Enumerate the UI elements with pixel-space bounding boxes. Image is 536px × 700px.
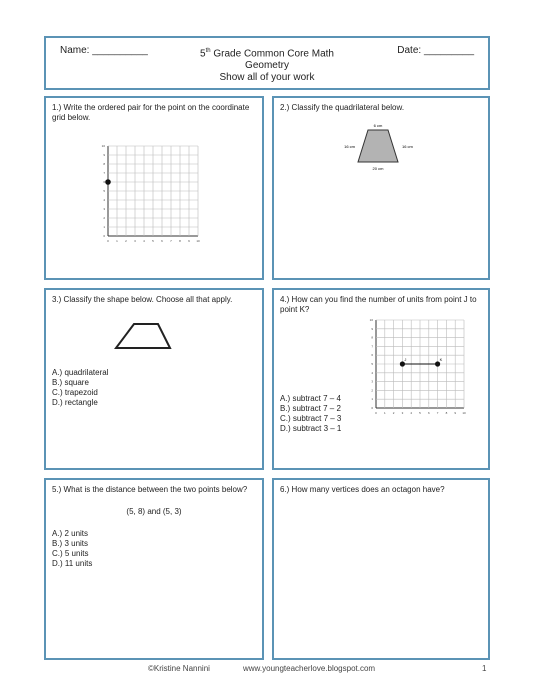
outlined-trapezoid <box>116 324 170 348</box>
q3-option-d: D.) rectangle <box>52 398 98 407</box>
q4-option-b: B.) subtract 7 – 2 <box>280 404 341 413</box>
q5-option-c: C.) 5 units <box>52 549 89 558</box>
grade-suffix: th <box>205 48 211 54</box>
question-1-box <box>44 96 264 280</box>
x-tick-label: 3 <box>401 411 404 415</box>
question-1-text: 1.) Write the ordered pair for the point on the coordinate grid below. <box>52 103 250 122</box>
q4-option-a: A.) subtract 7 – 4 <box>280 394 341 403</box>
question-2-text: 2.) Classify the quadrilateral below. <box>280 103 405 112</box>
y-tick-label: 5 <box>371 362 373 366</box>
y-tick-label: 4 <box>103 198 105 202</box>
x-tick-label: 8 <box>179 239 181 243</box>
x-tick-label: 6 <box>161 239 163 243</box>
question-2-box <box>272 96 490 280</box>
y-tick-label: 10 <box>101 144 105 148</box>
y-tick-label: 3 <box>103 207 105 211</box>
coordinate-grid-q4 <box>369 316 468 415</box>
gray-trapezoid <box>358 130 398 162</box>
question-4-box <box>272 288 490 470</box>
label-bottom: 20 cm <box>372 166 384 171</box>
x-tick-label: 0 <box>107 239 109 243</box>
y-tick-label: 3 <box>371 379 373 384</box>
y-tick-label: 10 <box>369 318 373 322</box>
q4-option-c: C.) subtract 7 – 3 <box>280 414 342 423</box>
question-5-text: 5.) What is the distance between the two points below? <box>52 485 248 494</box>
question-6-text: 6.) How many vertices does an octagon have? <box>280 485 445 494</box>
question-3-box <box>44 288 264 470</box>
point-label-k: K <box>439 357 443 362</box>
x-tick-label: 9 <box>454 411 457 415</box>
worksheet-header <box>44 36 490 90</box>
blog-url: www.youngteacherlove.blogspot.com <box>243 664 376 673</box>
x-tick-label: 4 <box>410 411 413 415</box>
q4-option-d: D.) subtract 3 – 1 <box>280 424 342 433</box>
question-4-text: 4.) How can you find the number of units from point J to point K? <box>280 295 477 314</box>
y-tick-label: 9 <box>103 153 105 157</box>
x-tick-label: 6 <box>427 411 430 415</box>
x-tick-label: 1 <box>383 411 386 415</box>
y-tick-label: 0 <box>371 406 373 410</box>
y-tick-label: 8 <box>371 335 373 340</box>
q5-option-a: A.) 2 units <box>52 529 89 538</box>
y-tick-label: 1 <box>103 225 105 229</box>
q5-point-pair: (5, 8) and (5, 3) <box>126 507 182 516</box>
x-tick-label: 2 <box>392 411 395 415</box>
x-tick-label: 7 <box>170 239 172 243</box>
y-tick-label: 7 <box>103 171 105 175</box>
x-tick-label: 4 <box>143 239 145 243</box>
x-tick-label: 2 <box>125 239 127 243</box>
title-text: Grade Common Core Math <box>210 48 334 60</box>
q3-option-c: C.) trapezoid <box>52 388 98 397</box>
y-tick-label: 2 <box>103 216 105 220</box>
y-tick-label: 8 <box>103 162 105 166</box>
x-tick-label: 5 <box>152 239 154 243</box>
y-tick-label: 9 <box>371 326 373 331</box>
x-tick-label: 1 <box>116 239 118 243</box>
x-tick-label: 10 <box>196 239 200 243</box>
q5-option-b: B.) 3 units <box>52 539 89 548</box>
trapezoid-figure-q3 <box>112 322 176 352</box>
trapezoid-figure-q2 <box>340 122 430 177</box>
instructions-label: Show all of your work <box>219 72 315 84</box>
x-tick-label: 10 <box>462 411 466 415</box>
author-credit: ©Kristine Nannini <box>148 664 210 673</box>
subject-label: Geometry <box>245 60 289 72</box>
question-6-box <box>272 478 490 660</box>
point-k <box>435 361 440 366</box>
page-number: 1 <box>482 664 487 673</box>
question-5-box <box>44 478 264 660</box>
point-label-j: J <box>404 357 407 362</box>
q3-option-a: A.) quadrilateral <box>52 368 109 377</box>
point-j <box>400 361 405 366</box>
y-tick-label: 2 <box>371 388 373 393</box>
x-tick-label: 8 <box>445 411 448 415</box>
y-tick-label: 6 <box>103 180 105 184</box>
y-tick-label: 4 <box>371 370 373 375</box>
q5-option-d: D.) 11 units <box>52 559 93 568</box>
coordinate-grid-q1 <box>102 142 202 242</box>
x-tick-label: 3 <box>134 239 136 243</box>
plotted-point <box>105 179 111 185</box>
q3-option-b: B.) square <box>52 378 89 387</box>
y-tick-label: 5 <box>103 189 105 193</box>
label-right: 16 cm <box>402 144 413 149</box>
x-tick-label: 5 <box>419 411 421 415</box>
x-tick-label: 0 <box>375 411 377 415</box>
date-field-label: Date: _________ <box>397 45 474 56</box>
y-tick-label: 6 <box>371 353 373 358</box>
x-tick-label: 7 <box>436 411 439 415</box>
y-tick-label: 7 <box>371 344 373 349</box>
x-tick-label: 9 <box>188 239 190 243</box>
y-tick-label: 1 <box>371 397 373 402</box>
label-left: 16 cm <box>344 144 355 149</box>
name-field-label: Name: __________ <box>60 45 148 56</box>
grade-number: 5 <box>200 48 206 60</box>
label-top: 6 cm <box>373 123 383 128</box>
question-3-text: 3.) Classify the shape below. Choose all that apply. <box>52 295 233 304</box>
y-tick-label: 0 <box>103 234 105 238</box>
